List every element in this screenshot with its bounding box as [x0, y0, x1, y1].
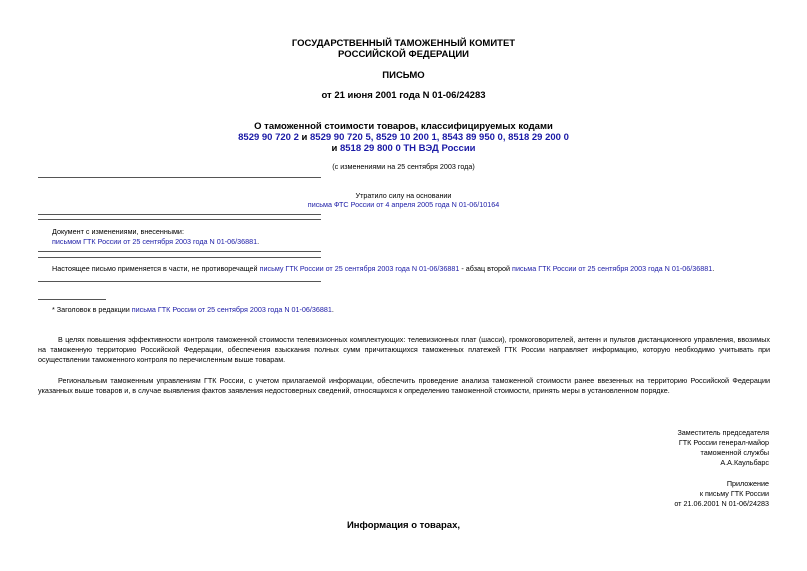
changes-line [52, 237, 259, 246]
appendix-line3: от 21.06.2001 N 01-06/24283 [674, 499, 769, 508]
signature-line3: таможенной службы [700, 448, 769, 457]
divider [38, 219, 321, 220]
lost-force-basis-link[interactable]: письма ФТС России от 4 апреля 2005 года N 01-06/10164 [307, 200, 500, 209]
changes-link[interactable]: письмом ГТК России от 25 сентября 2003 года N 01-06/36881 [52, 237, 258, 246]
applies-note [52, 264, 714, 273]
doc-type: ПИСЬМО [382, 70, 425, 81]
applies-link-1[interactable]: письму ГТК России от 25 сентября 2003 года N 01-06/36881 [259, 264, 460, 273]
applies-link-2[interactable]: письма ГТК России от 25 сентября 2003 года N 01-06/36881 [512, 264, 713, 273]
doc-date: от 21 июня 2001 года N 01-06/24283 [321, 90, 486, 101]
changes-label: Документ с изменениями, внесенными: [52, 227, 184, 236]
applies-middle: - абзац второй [459, 264, 513, 273]
title-line1: О таможенной стоимости товаров, классифицируемых кодами [254, 121, 553, 132]
divider [38, 257, 321, 258]
org-name-line1: ГОСУДАРСТВЕННЫЙ ТАМОЖЕННЫЙ КОМИТЕТ [291, 38, 516, 49]
info-heading: Информация о товарах, [346, 520, 461, 531]
divider [38, 251, 321, 252]
title-and-2: и [331, 143, 340, 154]
applies-prefix: Настоящее письмо применяется в части, не противоречащей [52, 264, 260, 273]
signature-line1: Заместитель председателя [677, 428, 769, 437]
codes-link-b[interactable]: 8529 90 720 5, 8529 10 200 1, 8543 89 950 0, 8518 29 200 0 [310, 132, 569, 143]
org-name-line2: РОССИЙСКОЙ ФЕДЕРАЦИИ [337, 49, 469, 60]
lost-force-label: Утратило силу на основании [355, 191, 452, 200]
title-line2 [0, 132, 807, 143]
applies-end: . [712, 264, 715, 273]
appendix-line1: Приложение [726, 479, 769, 488]
codes-link-c[interactable]: 8518 29 800 0 ТН ВЭД России [339, 143, 476, 154]
title-and: и [298, 132, 311, 143]
body-paragraph-2: Региональным таможенным управлениям ГТК России, с учетом прилагаемой информации, обеспечить проведение анализа таможенной стоимости ранее ввезенных на территорию Российской Федерации указанных выше товаров и, в случае выявления фактов заявления недостоверных сведений, относящихся к определению таможенной стоимости, принять меры в установленном порядке. [38, 376, 770, 395]
divider [38, 281, 321, 282]
divider [38, 214, 321, 215]
codes-link-a[interactable]: 8529 90 720 2 [238, 132, 299, 143]
title-line3 [0, 143, 807, 154]
body-paragraph-1: В целях повышения эффективности контроля таможенной стоимости телевизионных комплектующих: телевизионных плат (шасси), громкоговорителей, антенн и пультов дистанционного управления, ввозимых на таможенную территорию Российской Федерации, обеспечения взыскания полных сумм причитающихся таможенных платежей ГТК России направляет информацию, которую необходимо учитывать при осуществлении таможенного контроля по перечисленным выше товарам. [38, 335, 770, 364]
signature-name: А.А.Каульбарс [720, 458, 769, 467]
signature-line2: ГТК России генерал-майор [678, 438, 769, 447]
footnote-divider [38, 299, 106, 300]
footnote [52, 305, 334, 314]
footnote-end: . [331, 305, 334, 314]
amendment-note: (с изменениями на 25 сентября 2003 года) [332, 162, 475, 171]
footnote-prefix: * Заголовок в редакции [52, 305, 132, 314]
changes-link-end: . [257, 237, 260, 246]
footnote-link[interactable]: письма ГТК России от 25 сентября 2003 года N 01-06/36881 [131, 305, 332, 314]
appendix-line2: к письму ГТК России [699, 489, 769, 498]
divider [38, 177, 321, 178]
